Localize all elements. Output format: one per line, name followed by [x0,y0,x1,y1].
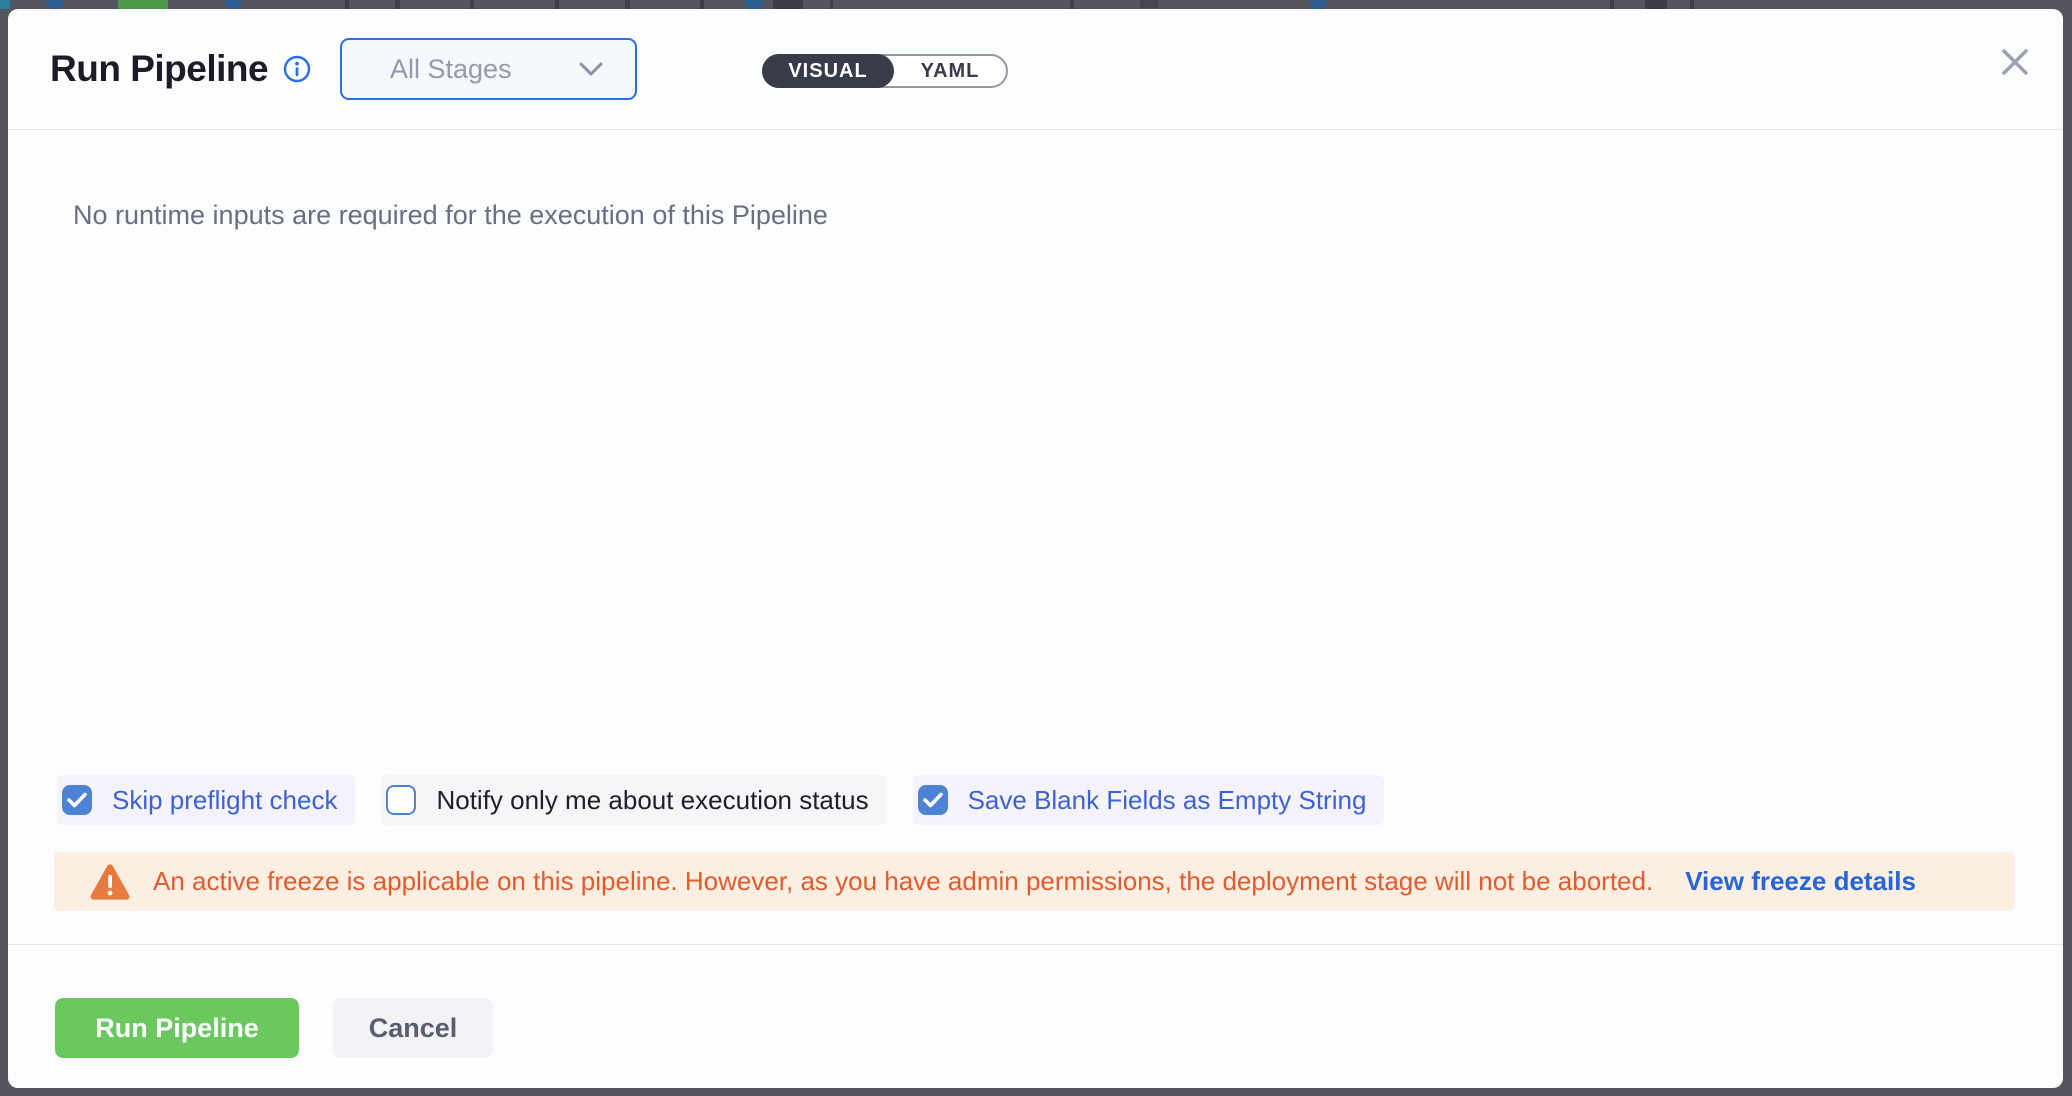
chevron-down-icon [577,60,605,78]
checkbox-label: Skip preflight check [112,784,338,815]
execution-options-row [57,775,1384,825]
stage-selector-dropdown[interactable] [340,38,637,100]
warning-triangle-icon [89,863,131,901]
checkbox[interactable] [62,785,92,815]
checkbox-label: Notify only me about execution status [436,784,869,815]
modal-footer [8,944,2063,1088]
background-fragment [0,0,10,9]
info-icon[interactable] [283,55,311,83]
visual-yaml-toggle [762,54,1008,88]
view-freeze-details-link[interactable]: View freeze details [1685,866,1916,896]
freeze-warning-text: An active freeze is applicable on this pipeline. However, as you have admin permissions, the deployment stage will not be aborted. [153,866,1654,896]
check-icon [67,792,87,808]
stage-selector-value: All Stages [390,53,512,84]
skip-preflight-checkbox-item[interactable] [57,775,355,825]
cancel-button[interactable]: Cancel [333,998,493,1058]
save-blank-fields-checkbox-item[interactable] [913,775,1385,825]
freeze-warning-banner [54,852,2015,911]
no-runtime-inputs-message: No runtime inputs are required for the execution of this Pipeline [73,200,828,230]
run-pipeline-button[interactable]: Run Pipeline [55,998,299,1058]
check-icon [923,792,943,808]
toggle-visual[interactable]: VISUAL [762,54,894,88]
modal-body [8,130,2063,944]
checkbox[interactable] [918,785,948,815]
checkbox-label: Save Blank Fields as Empty String [967,784,1367,815]
checkbox[interactable] [386,785,416,815]
background-fragment [1140,0,1158,8]
modal-header [8,9,2063,130]
toggle-yaml[interactable]: YAML [920,59,980,82]
modal-title: Run Pipeline [50,48,269,89]
close-icon[interactable] [1994,41,2036,83]
notify-only-me-checkbox-item[interactable] [381,775,886,825]
run-pipeline-modal [8,9,2063,1088]
